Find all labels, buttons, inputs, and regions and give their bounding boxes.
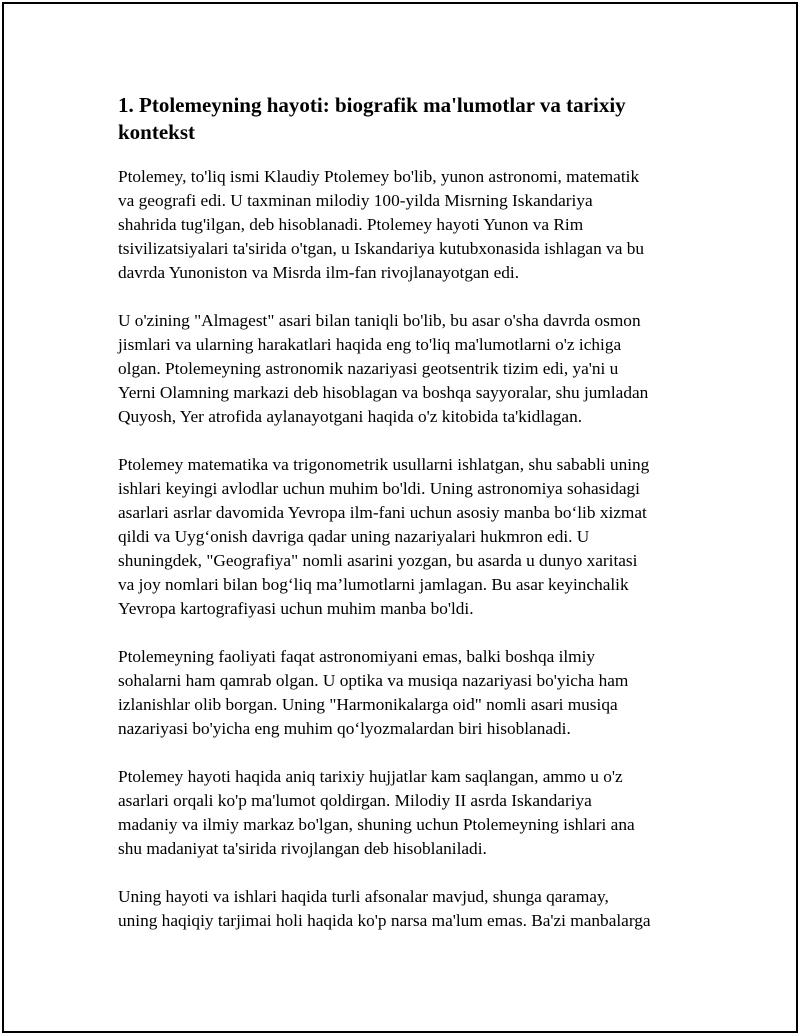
text-line: shu madaniyat ta'sirida rivojlangan deb hisoblaniladi. (118, 839, 487, 858)
text-line: ishlari keyingi avlodlar uchun muhim bo'ldi. Uning astronomiya sohasidagi (118, 479, 640, 498)
text-line: asarlari orqali ko'p ma'lumot qoldirgan. Milodiy II asrda Iskandariya (118, 791, 592, 810)
text-line: Ptolemeyning faoliyati faqat astronomiyani emas, balki boshqa ilmiy (118, 647, 596, 666)
paragraph-2 (118, 309, 688, 429)
text-line: Quyosh, Yer atrofida aylanayotgani haqida o'z kitobida ta'kidlagan. (118, 407, 583, 426)
section-heading: 1. Ptolemeyning hayoti: biografik ma'lumotlar va tarixiy kontekst (118, 93, 626, 144)
text-line: izlanishlar olib borgan. Uning "Harmonikalarga oid" nomli asari musiqa (118, 695, 618, 714)
text-line: shuningdek, "Geografiya" nomli asarini yozgan, bu asarda u dunyo xaritasi (118, 551, 638, 570)
paragraph-6 (118, 885, 688, 933)
text-line: qildi va Uyg‘onish davriga qadar uning nazariyalari hukmron edi. U (118, 527, 590, 546)
text-line: Ptolemey hayoti haqida aniq tarixiy hujjatlar kam saqlangan, ammo u o'z (118, 767, 623, 786)
paragraph-5 (118, 765, 688, 861)
text-line: uning haqiqiy tarjimai holi haqida ko'p narsa ma'lum emas. Ba'zi manbalarga (118, 911, 651, 930)
text-line: davrda Yunoniston va Misrda ilm-fan rivojlanayotgan edi. (118, 263, 520, 282)
text-line: nazariyasi bo'yicha eng muhim qo‘lyozmalardan biri hisoblanadi. (118, 719, 571, 738)
text-line: Ptolemey, to'liq ismi Klaudiy Ptolemey bo'lib, yunon astronomi, matematik (118, 167, 640, 186)
paragraph-4 (118, 645, 688, 741)
text-line: tsivilizatsiyalari ta'sirida o'tgan, u Iskandariya kutubxonasida ishlagan va bu (118, 239, 644, 258)
text-line: Yevropa kartografiyasi uchun muhim manba bo'ldi. (118, 599, 474, 618)
text-line: sohalarni ham qamrab olgan. U optika va musiqa nazariyasi bo'yicha ham (118, 671, 629, 690)
text-line: va joy nomlari bilan bog‘liq ma’lumotlarni jamlagan. Bu asar keyinchalik (118, 575, 629, 594)
text-line: madaniy va ilmiy markaz bo'lgan, shuning uchun Ptolemeyning ishlari ana (118, 815, 635, 834)
text-line: Yerni Olamning markazi deb hisoblagan va boshqa sayyoralar, shu jumladan (118, 383, 649, 402)
text-line: U o'zining "Almagest" asari bilan taniqli bo'lib, bu asar o'sha davrda osmon (118, 311, 641, 330)
text-line: Ptolemey matematika va trigonometrik usullarni ishlatgan, shu sababli uning (118, 455, 650, 474)
text-line: shahrida tug'ilgan, deb hisoblanadi. Ptolemey hayoti Yunon va Rim (118, 215, 584, 234)
paragraph-3 (118, 453, 688, 621)
paragraph-1 (118, 165, 688, 285)
text-line: asarlari asrlar davomida Yevropa ilm-fani uchun asosiy manba bo‘lib xizmat (118, 503, 647, 522)
text-line: jismlari va ularning harakatlari haqida eng to'liq ma'lumotlarni o'z ichiga (118, 335, 622, 354)
text-line: va geografi edi. U taxminan milodiy 100-yilda Misrning Iskandariya (118, 191, 593, 210)
text-line: Uning hayoti va ishlari haqida turli afsonalar mavjud, shunga qaramay, (118, 887, 609, 906)
document-body (118, 92, 688, 957)
text-line: olgan. Ptolemeyning astronomik nazariyasi geotsentrik tizim edi, ya'ni u (118, 359, 619, 378)
